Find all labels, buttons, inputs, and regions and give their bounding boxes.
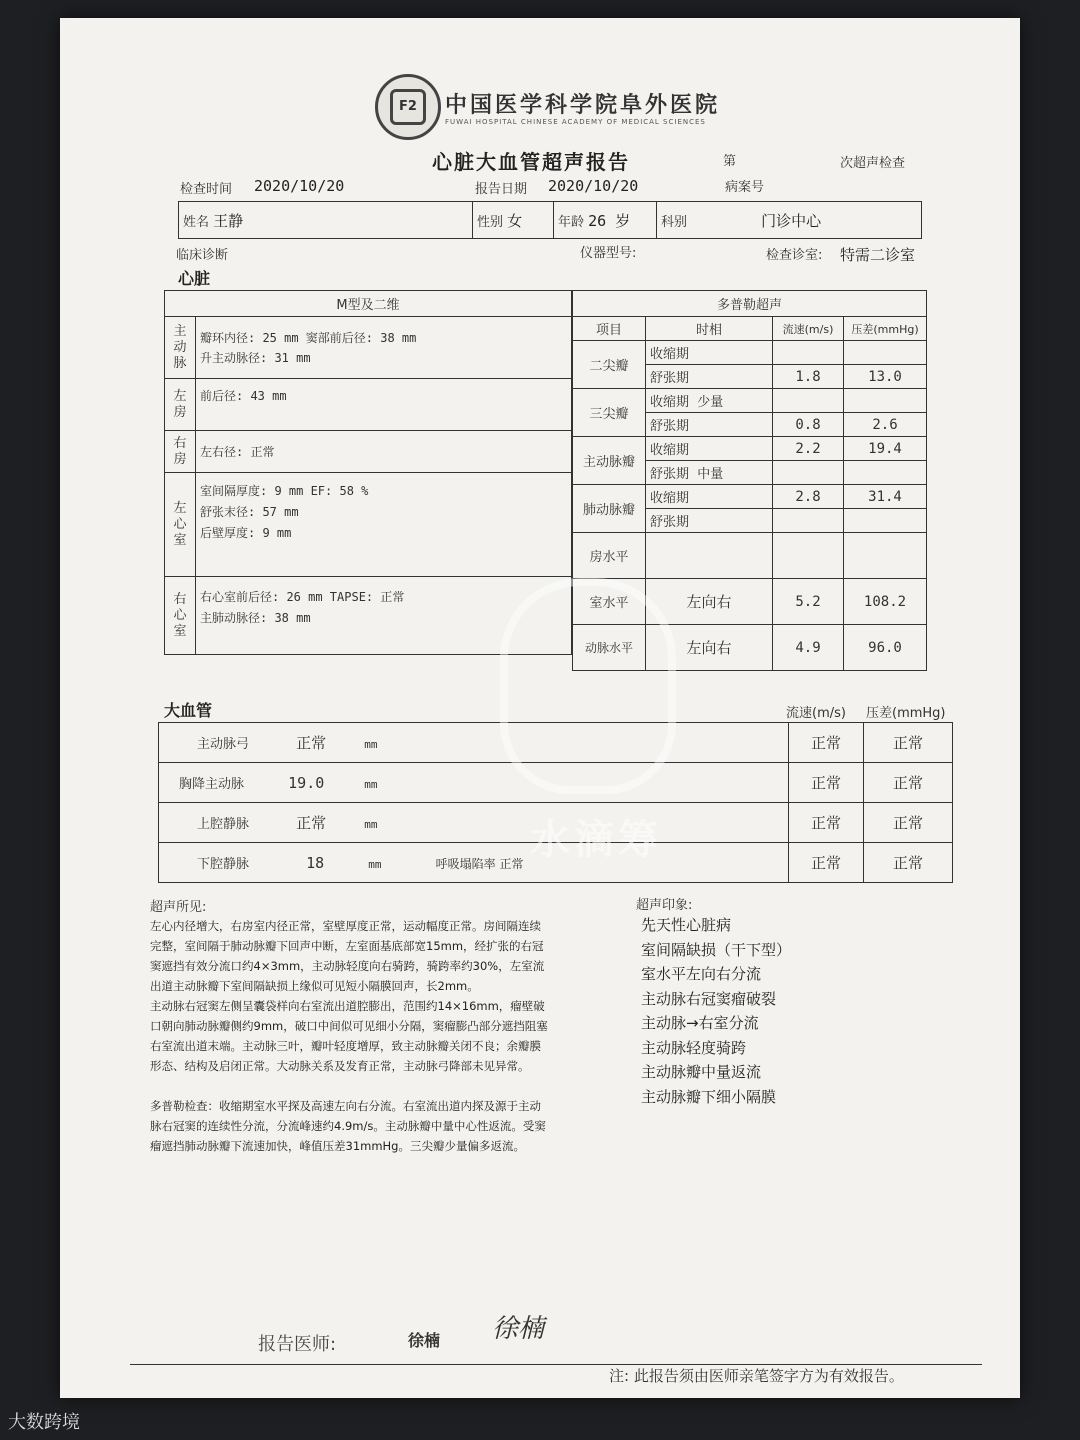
room-label: 检查诊室: (766, 248, 823, 263)
vessel-unit: mm (364, 738, 378, 751)
patient-info-table (178, 201, 922, 239)
vessel-row (159, 723, 789, 763)
doppler-phase: 收缩期 少量 (646, 389, 773, 413)
level-direction: 左向右 (646, 579, 773, 625)
findings-paragraph: 多普勒检查：收缩期室水平探及高速左向右分流。右室流出道内探及源于主动脉右冠窦的连续性分流，分流峰速约4.9m/s。主动脉瓣中量中心性返流。受窦瘤遮挡肺动脉瓣下流速加快，峰值压差31mmHg。三尖瓣少量偏多返流。 (150, 1099, 546, 1153)
impression-item: 室水平左向右分流 (641, 965, 762, 983)
doppler-phase: 舒张期 (646, 365, 773, 389)
vessel-value: 19.0 (288, 774, 325, 792)
doppler-item-mitral: 二尖瓣 (573, 341, 646, 389)
doppler-pressure (844, 389, 927, 413)
doppler-col-pressure: 压差(mmHg) (844, 317, 927, 341)
findings-title: 超声所见: (150, 900, 207, 915)
row-lv (196, 473, 572, 577)
age-cell (554, 202, 657, 239)
m-table-header: M型及二维 (165, 291, 572, 317)
doppler-phase: 舒张期 (646, 413, 773, 437)
rv-line-1: 右心室前后径: 26 mm TAPSE: 正常 (200, 590, 405, 604)
doppler-velocity (773, 509, 844, 533)
dept-cell (657, 202, 922, 239)
findings-paragraph: 主动脉右冠窦左侧呈囊袋样向右室流出道腔膨出，范围约14×16mm，瘤壁破口朝向肺动脉瓣侧约9mm，破口中间似可见细小分隔，窦瘤膨凸部分遮挡阻塞右室流出道末端。主动脉三叶，瓣叶轻度增厚，致主动脉瓣关闭不良；余瓣膜形态、结构及启闭正常。大动脉关系及发育正常，主动脉弓降部未见异常。 (150, 999, 548, 1073)
vessel-name: 主动脉弓 (197, 737, 250, 752)
case-no-label: 病案号 (725, 180, 765, 195)
doppler-phase: 收缩期 (646, 341, 773, 365)
vessel-velocity: 正常 (789, 723, 864, 763)
heart-m-table (164, 290, 572, 655)
age-label: 年龄 (558, 214, 585, 230)
dept-label: 科别 (661, 214, 688, 230)
level-pressure: 96.0 (844, 625, 927, 671)
doppler-col-velocity: 流速(m/s) (773, 317, 844, 341)
row-la (196, 379, 572, 431)
doppler-item-aortic: 主动脉瓣 (573, 437, 646, 485)
report-title: 心脏大血管超声报告 (432, 150, 630, 174)
patient-dept: 门诊中心 (761, 211, 822, 230)
level-direction: 左向右 (646, 625, 773, 671)
row-label-la: 左房 (165, 379, 196, 431)
doppler-velocity (773, 461, 844, 485)
patient-sex: 女 (507, 211, 523, 230)
vessel-name: 上腔静脉 (197, 817, 250, 832)
name-cell (179, 202, 473, 239)
aorta-line-1: 瓣环内径: 25 mm 窦部前后径: 38 mm (200, 330, 417, 345)
level-velocity (773, 533, 844, 579)
footer-note: 注: 此报告须由医师亲笔签字方为有效报告。 (609, 1367, 904, 1385)
hospital-logo-mark: F2 (390, 89, 426, 125)
doppler-item-tricuspid: 三尖瓣 (573, 389, 646, 437)
level-pressure: 108.2 (844, 579, 927, 625)
vessels-pressure-label: 压差(mmHg) (866, 706, 946, 721)
patient-name: 王静 (213, 211, 244, 230)
report-date-label: 报告日期 (475, 182, 528, 197)
findings-body (150, 916, 550, 1156)
lv-line-1: 室间隔厚度: 9 mm EF: 58 % (200, 484, 369, 498)
doppler-pressure: 2.6 (844, 413, 927, 437)
heart-section-title: 心脏 (178, 269, 211, 288)
level-velocity: 4.9 (773, 625, 844, 671)
nth-label: 第 (723, 154, 737, 169)
hospital-name-en: FUWAI HOSPITAL CHINESE ACADEMY OF MEDICAL SCIENCES (445, 118, 706, 126)
doppler-pressure (844, 341, 927, 365)
impression-item: 主动脉瓣下细小隔膜 (641, 1087, 777, 1106)
sex-label: 性别 (477, 214, 504, 230)
corner-mark: 大数跨境 (8, 1412, 80, 1433)
vessel-extra: 呼吸塌陷率 正常 (435, 857, 524, 871)
doppler-phase: 收缩期 (646, 485, 773, 509)
doppler-velocity: 2.2 (773, 437, 844, 461)
row-label-lv: 左心室 (165, 473, 196, 577)
instrument-label: 仪器型号: (580, 246, 637, 261)
doppler-phase: 舒张期 中量 (646, 461, 773, 485)
doppler-pressure: 13.0 (844, 365, 927, 389)
doppler-item-pulmonary: 肺动脉瓣 (573, 485, 646, 533)
vessel-row (159, 803, 789, 843)
vessel-velocity: 正常 (789, 843, 864, 883)
lv-line-3: 后壁厚度: 9 mm (200, 526, 292, 540)
impression-item: 先天性心脏病 (641, 916, 732, 934)
watermark-drop-icon (500, 578, 676, 794)
clinical-dx-label: 临床诊断 (176, 248, 229, 263)
aorta-line-2: 升主动脉径: 31 mm (200, 350, 311, 365)
vessel-unit: mm (368, 858, 382, 871)
doppler-pressure: 31.4 (844, 485, 927, 509)
vessel-pressure: 正常 (864, 723, 953, 763)
ra-line-1: 左右径: 正常 (200, 445, 275, 459)
vessel-name: 下腔静脉 (197, 857, 250, 872)
vessel-value: 正常 (296, 814, 327, 832)
doppler-velocity: 0.8 (773, 413, 844, 437)
level-atrial: 房水平 (573, 533, 646, 579)
impression-item: 主动脉轻度骑跨 (641, 1038, 747, 1057)
level-arterial: 动脉水平 (573, 625, 646, 671)
vessel-value: 正常 (296, 734, 327, 752)
impression-title: 超声印象: (636, 898, 693, 913)
watermark-text: 水滴筹 (530, 817, 662, 863)
level-velocity: 5.2 (773, 579, 844, 625)
vessel-velocity: 正常 (789, 803, 864, 843)
doctor-label: 报告医师: (258, 1334, 337, 1355)
report-paper (60, 18, 1020, 1398)
doppler-header: 多普勒超声 (573, 291, 927, 317)
level-direction (646, 533, 773, 579)
level-pressure (844, 533, 927, 579)
doctor-name: 徐楠 (408, 1331, 441, 1350)
hospital-name: 中国医学科学院阜外医院 (445, 92, 721, 118)
lv-line-2: 舒张末径: 57 mm (200, 505, 299, 519)
patient-age: 26 岁 (588, 211, 631, 230)
doppler-phase: 收缩期 (646, 437, 773, 461)
doppler-pressure (844, 509, 927, 533)
sex-cell (473, 202, 554, 239)
vessels-velocity-label: 流速(m/s) (786, 706, 846, 721)
rv-line-2: 主肺动脉径: 38 mm (200, 611, 311, 625)
doppler-velocity (773, 389, 844, 413)
doppler-col-item: 项目 (573, 317, 646, 341)
vessel-pressure: 正常 (864, 843, 953, 883)
vessel-unit: mm (364, 778, 378, 791)
impression-item: 主动脉右冠窦瘤破裂 (641, 989, 777, 1008)
vessels-section-title: 大血管 (164, 701, 213, 720)
doppler-pressure: 19.4 (844, 437, 927, 461)
doppler-pressure (844, 461, 927, 485)
row-ra (196, 431, 572, 473)
impression-item: 主动脉→右室分流 (641, 1014, 759, 1032)
row-label-rv: 右心室 (165, 577, 196, 655)
impression-list (641, 913, 791, 1109)
vessel-velocity: 正常 (789, 763, 864, 803)
impression-item: 主动脉瓣中量返流 (641, 1063, 762, 1081)
impression-item: 室间隔缺损（干下型） (641, 940, 792, 959)
exam-room: 特需二诊室 (840, 246, 916, 264)
findings-paragraph: 左心内径增大，右房室内径正常，室壁厚度正常，运动幅度正常。房间隔连续完整，室间隔于肺动脉瓣下回声中断，左室面基底部宽15mm，经扩张的右冠窦遮挡有效分流口约4×3mm，主动脉轻度向右骑跨，骑跨率约30%，左室流出道主动脉瓣下室间隔缺损上缘似可见短小隔膜回声，长2mm。 (150, 919, 545, 993)
vessel-value: 18 (306, 854, 325, 872)
row-label-aorta: 主动脉 (165, 317, 196, 379)
doppler-velocity: 1.8 (773, 365, 844, 389)
exam-time: 2020/10/20 (254, 177, 345, 195)
nth-suffix: 次超声检查 (840, 156, 906, 171)
vessel-name: 胸降主动脉 (179, 777, 245, 792)
vessel-pressure: 正常 (864, 803, 953, 843)
doppler-phase: 舒张期 (646, 509, 773, 533)
doppler-velocity: 2.8 (773, 485, 844, 509)
row-aorta (196, 317, 572, 379)
doctor-signature: 徐楠 (492, 1314, 545, 1344)
la-line-1: 前后径: 43 mm (200, 389, 287, 403)
vessel-pressure: 正常 (864, 763, 953, 803)
name-label: 姓名 (183, 214, 210, 230)
row-label-ra: 右房 (165, 431, 196, 473)
report-date: 2020/10/20 (548, 177, 639, 195)
vessel-row (159, 843, 789, 883)
doppler-col-phase: 时相 (646, 317, 773, 341)
hospital-logo (375, 74, 441, 140)
exam-time-label: 检查时间 (180, 182, 233, 197)
doppler-velocity (773, 341, 844, 365)
level-ventricular: 室水平 (573, 579, 646, 625)
vessel-row (159, 763, 789, 803)
vessel-unit: mm (364, 818, 378, 831)
